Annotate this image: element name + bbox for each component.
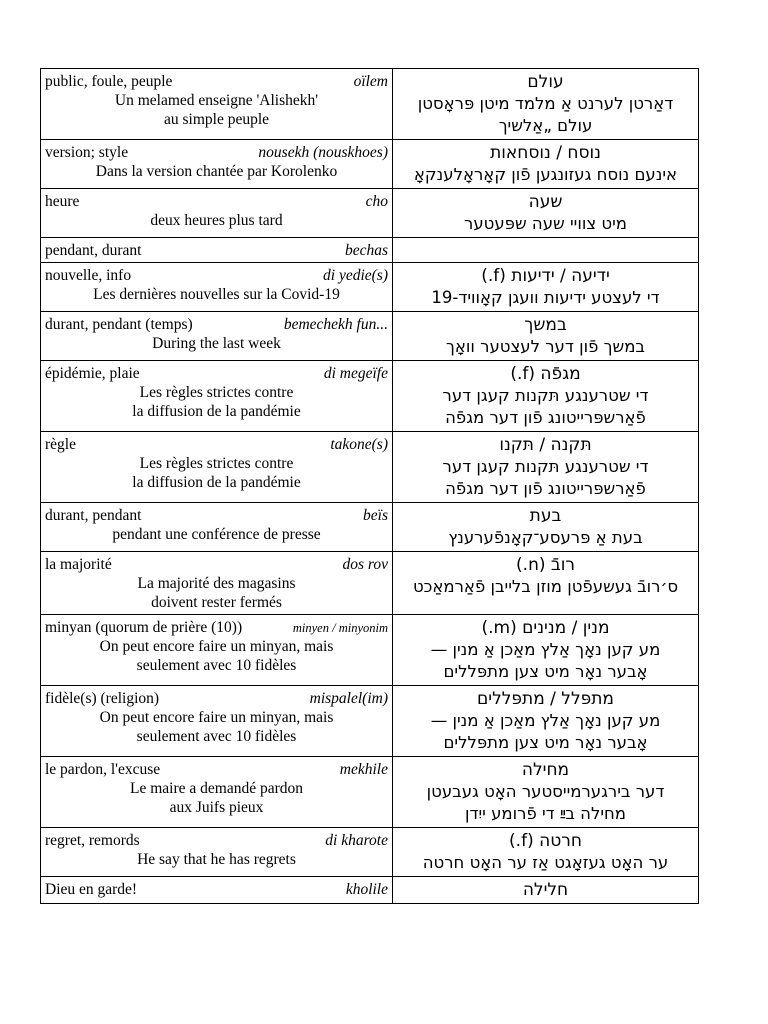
vocab-row	[41, 361, 699, 432]
vocab-row	[41, 263, 699, 312]
transliteration: dos rov	[342, 556, 388, 573]
french-example: Les règles strictes contre la diffusion de la pandémie	[132, 455, 301, 491]
vocab-row	[41, 140, 699, 189]
yiddish-example: דאַרטן לערנט אַ מלמד מיטן פּראָסטן עולם „אַלשיך	[417, 94, 674, 135]
yiddish-example: מע קען נאָך אַלץ מאַכן אַ מנין — אָבער נאָר מיט צען מתפּללים	[430, 640, 661, 681]
yiddish-term: רובֿ (n.)	[516, 555, 575, 575]
yiddish-term: מחילה	[521, 760, 570, 780]
yiddish-cell-content	[393, 238, 698, 242]
yiddish-example: די שטרענגע תּקנות קעגן דער פֿאַרשפּרייטונג פֿון דער מגפֿה	[442, 457, 649, 498]
vocab-row	[41, 552, 699, 615]
french-cell-content	[41, 503, 392, 546]
french-cell	[41, 552, 393, 615]
yiddish-cell	[393, 686, 699, 757]
yiddish-term: חרטה (f.)	[509, 831, 582, 851]
french-term: règle	[45, 436, 76, 453]
yiddish-cell-content	[393, 140, 698, 188]
transliteration: oïlem	[353, 73, 388, 90]
french-term: version; style	[45, 144, 129, 161]
french-term: regret, remords	[45, 832, 140, 849]
french-example: Un melamed enseigne 'Alishekh' au simple peuple	[114, 92, 319, 128]
term-line	[45, 760, 388, 779]
french-example: Dans la version chantée par Korolenko	[95, 163, 338, 180]
yiddish-cell-content	[393, 189, 698, 237]
french-cell-content	[41, 432, 392, 494]
term-line	[45, 831, 388, 850]
yiddish-example: ס׳רובֿ געשעפֿטן מוזן בלייבן פֿאַרמאַכט	[412, 577, 679, 596]
term-line	[45, 689, 388, 708]
transliteration: mekhile	[339, 761, 388, 778]
yiddish-cell	[393, 263, 699, 312]
french-term: pendant, durant	[45, 242, 142, 259]
french-cell	[41, 877, 393, 904]
french-example: On peut encore faire un minyan, mais seulement avec 10 fidèles	[99, 638, 334, 674]
vocab-row	[41, 828, 699, 877]
yiddish-cell	[393, 503, 699, 552]
yiddish-cell-content	[393, 432, 698, 502]
yiddish-example: די לעצטע ידיעות וועגן קאָוויד-19	[431, 288, 660, 307]
vocab-row	[41, 69, 699, 140]
french-cell-content	[41, 263, 392, 306]
french-term: durant, pendant	[45, 507, 142, 524]
vocab-row	[41, 432, 699, 503]
french-cell-content	[41, 140, 392, 183]
french-term: la majorité	[45, 556, 112, 573]
transliteration: bemechekh fun...	[283, 316, 388, 333]
term-line	[45, 506, 388, 525]
yiddish-cell	[393, 361, 699, 432]
yiddish-cell	[393, 189, 699, 238]
yiddish-term: מנין / מנינים (m.)	[481, 618, 610, 638]
yiddish-example: במשך פֿון דער לעצטער וואָך	[446, 337, 645, 356]
french-term: minyan (quorum de prière (10))	[45, 619, 243, 636]
french-cell	[41, 189, 393, 238]
french-term: fidèle(s) (religion)	[45, 690, 160, 707]
french-term: Dieu en garde!	[45, 881, 138, 898]
transliteration: kholile	[345, 881, 388, 898]
transliteration: minyen / minyonim	[292, 621, 388, 635]
vocab-row	[41, 686, 699, 757]
french-cell-content	[41, 189, 392, 232]
transliteration: cho	[365, 193, 388, 210]
yiddish-example: מע קען נאָך אַלץ מאַכן אַ מנין — אָבער נאָר מיט צען מתפּללים	[430, 711, 661, 752]
french-example: La majorité des magasins doivent rester fermés	[137, 575, 296, 611]
french-cell	[41, 432, 393, 503]
term-line	[45, 315, 388, 334]
yiddish-example: בעת אַ פּרעסע־קאָנפֿערענץ	[448, 528, 643, 547]
term-line	[45, 555, 388, 574]
term-line	[45, 143, 388, 162]
yiddish-cell-content	[393, 69, 698, 139]
yiddish-cell	[393, 615, 699, 686]
french-cell-content	[41, 686, 392, 748]
yiddish-cell	[393, 312, 699, 361]
transliteration: nousekh (nouskhoes)	[258, 144, 388, 161]
french-cell	[41, 140, 393, 189]
french-example: He say that he has regrets	[137, 851, 296, 868]
vocab-row	[41, 312, 699, 361]
yiddish-term: שעה	[528, 192, 563, 212]
french-cell-content	[41, 312, 392, 355]
yiddish-example: דער בירגערמייסטער האָט געבעטן מחילה בײַ די פֿרומע ייִדן	[426, 782, 665, 823]
transliteration: di megeïfe	[323, 365, 388, 382]
transliteration: di yedie(s)	[323, 267, 388, 284]
french-cell-content	[41, 238, 392, 262]
vocab-row	[41, 189, 699, 238]
french-cell-content	[41, 552, 392, 614]
french-term: durant, pendant (temps)	[45, 316, 193, 333]
yiddish-term: בעת	[529, 506, 562, 526]
yiddish-cell-content	[393, 361, 698, 431]
yiddish-example: אינעם נוסח געזונגען פֿון קאָראָלענקאָ	[413, 165, 678, 184]
french-cell-content	[41, 69, 392, 131]
french-cell-content	[41, 757, 392, 819]
french-cell	[41, 263, 393, 312]
vocabulary-table	[40, 68, 699, 904]
yiddish-cell	[393, 552, 699, 615]
yiddish-term: נוסח / נוסחאות	[490, 143, 601, 163]
french-cell	[41, 238, 393, 263]
term-line	[45, 435, 388, 454]
transliteration: mispalel(im)	[309, 690, 388, 707]
yiddish-cell-content	[393, 757, 698, 827]
yiddish-example: מיט צוויי שעה שפּעטער	[464, 214, 627, 233]
vocab-row	[41, 238, 699, 263]
french-cell-content	[41, 877, 392, 901]
yiddish-term: חלילה	[522, 880, 569, 900]
transliteration: beïs	[363, 507, 388, 524]
french-example: On peut encore faire un minyan, mais seulement avec 10 fidèles	[99, 709, 334, 745]
vocab-row	[41, 877, 699, 904]
yiddish-cell-content	[393, 263, 698, 311]
yiddish-term: מתפּלל / מתפּללים	[477, 689, 614, 709]
term-line	[45, 364, 388, 383]
yiddish-cell-content	[393, 312, 698, 360]
term-line	[45, 618, 388, 637]
french-example: Les dernières nouvelles sur la Covid-19	[93, 286, 340, 303]
french-cell	[41, 312, 393, 361]
yiddish-cell	[393, 238, 699, 263]
french-cell	[41, 503, 393, 552]
yiddish-cell	[393, 757, 699, 828]
french-cell	[41, 757, 393, 828]
french-example: During the last week	[152, 335, 281, 352]
french-term: le pardon, l'excuse	[45, 761, 161, 778]
french-term: nouvelle, info	[45, 267, 132, 284]
french-cell-content	[41, 615, 392, 677]
french-cell	[41, 615, 393, 686]
yiddish-cell-content	[393, 828, 698, 876]
transliteration: bechas	[344, 242, 388, 259]
vocab-row	[41, 757, 699, 828]
transliteration: takone(s)	[330, 436, 388, 453]
transliteration: di kharote	[325, 832, 388, 849]
yiddish-cell-content	[393, 686, 698, 756]
yiddish-cell	[393, 828, 699, 877]
yiddish-cell-content	[393, 615, 698, 685]
yiddish-example: די שטרענגע תּקנות קעגן דער פֿאַרשפּרייטונג פֿון דער מגפֿה	[442, 386, 649, 427]
french-example: Les règles strictes contre la diffusion de la pandémie	[132, 384, 301, 420]
term-line	[45, 241, 388, 260]
yiddish-term: במשך	[524, 315, 567, 335]
yiddish-cell	[393, 69, 699, 140]
vocab-row	[41, 615, 699, 686]
french-example: Le maire a demandé pardon aux Juifs pieux	[130, 780, 303, 816]
french-cell	[41, 69, 393, 140]
french-cell	[41, 686, 393, 757]
french-cell-content	[41, 828, 392, 871]
french-example: deux heures plus tard	[150, 212, 283, 229]
vocabulary-table-body	[41, 69, 699, 904]
yiddish-cell	[393, 432, 699, 503]
french-term: épidémie, plaie	[45, 365, 140, 382]
yiddish-term: עולם	[527, 72, 564, 92]
yiddish-cell-content	[393, 503, 698, 551]
vocab-row	[41, 503, 699, 552]
french-example: pendant une conférence de presse	[112, 526, 321, 543]
french-cell	[41, 828, 393, 877]
yiddish-cell-content	[393, 877, 698, 903]
yiddish-cell	[393, 877, 699, 904]
term-line	[45, 266, 388, 285]
term-line	[45, 880, 388, 899]
term-line	[45, 72, 388, 91]
yiddish-cell-content	[393, 552, 698, 600]
yiddish-term: תּקנה / תּקנו	[499, 435, 592, 455]
yiddish-example: ער האָט געזאָגט אַז ער האָט חרטה	[422, 853, 669, 872]
yiddish-term: מגפֿה (f.)	[510, 364, 581, 384]
term-line	[45, 192, 388, 211]
french-term: heure	[45, 193, 80, 210]
french-term: public, foule, peuple	[45, 73, 173, 90]
yiddish-term: ידיעה / ידיעות (f.)	[481, 266, 610, 286]
yiddish-cell	[393, 140, 699, 189]
french-cell	[41, 361, 393, 432]
french-cell-content	[41, 361, 392, 423]
